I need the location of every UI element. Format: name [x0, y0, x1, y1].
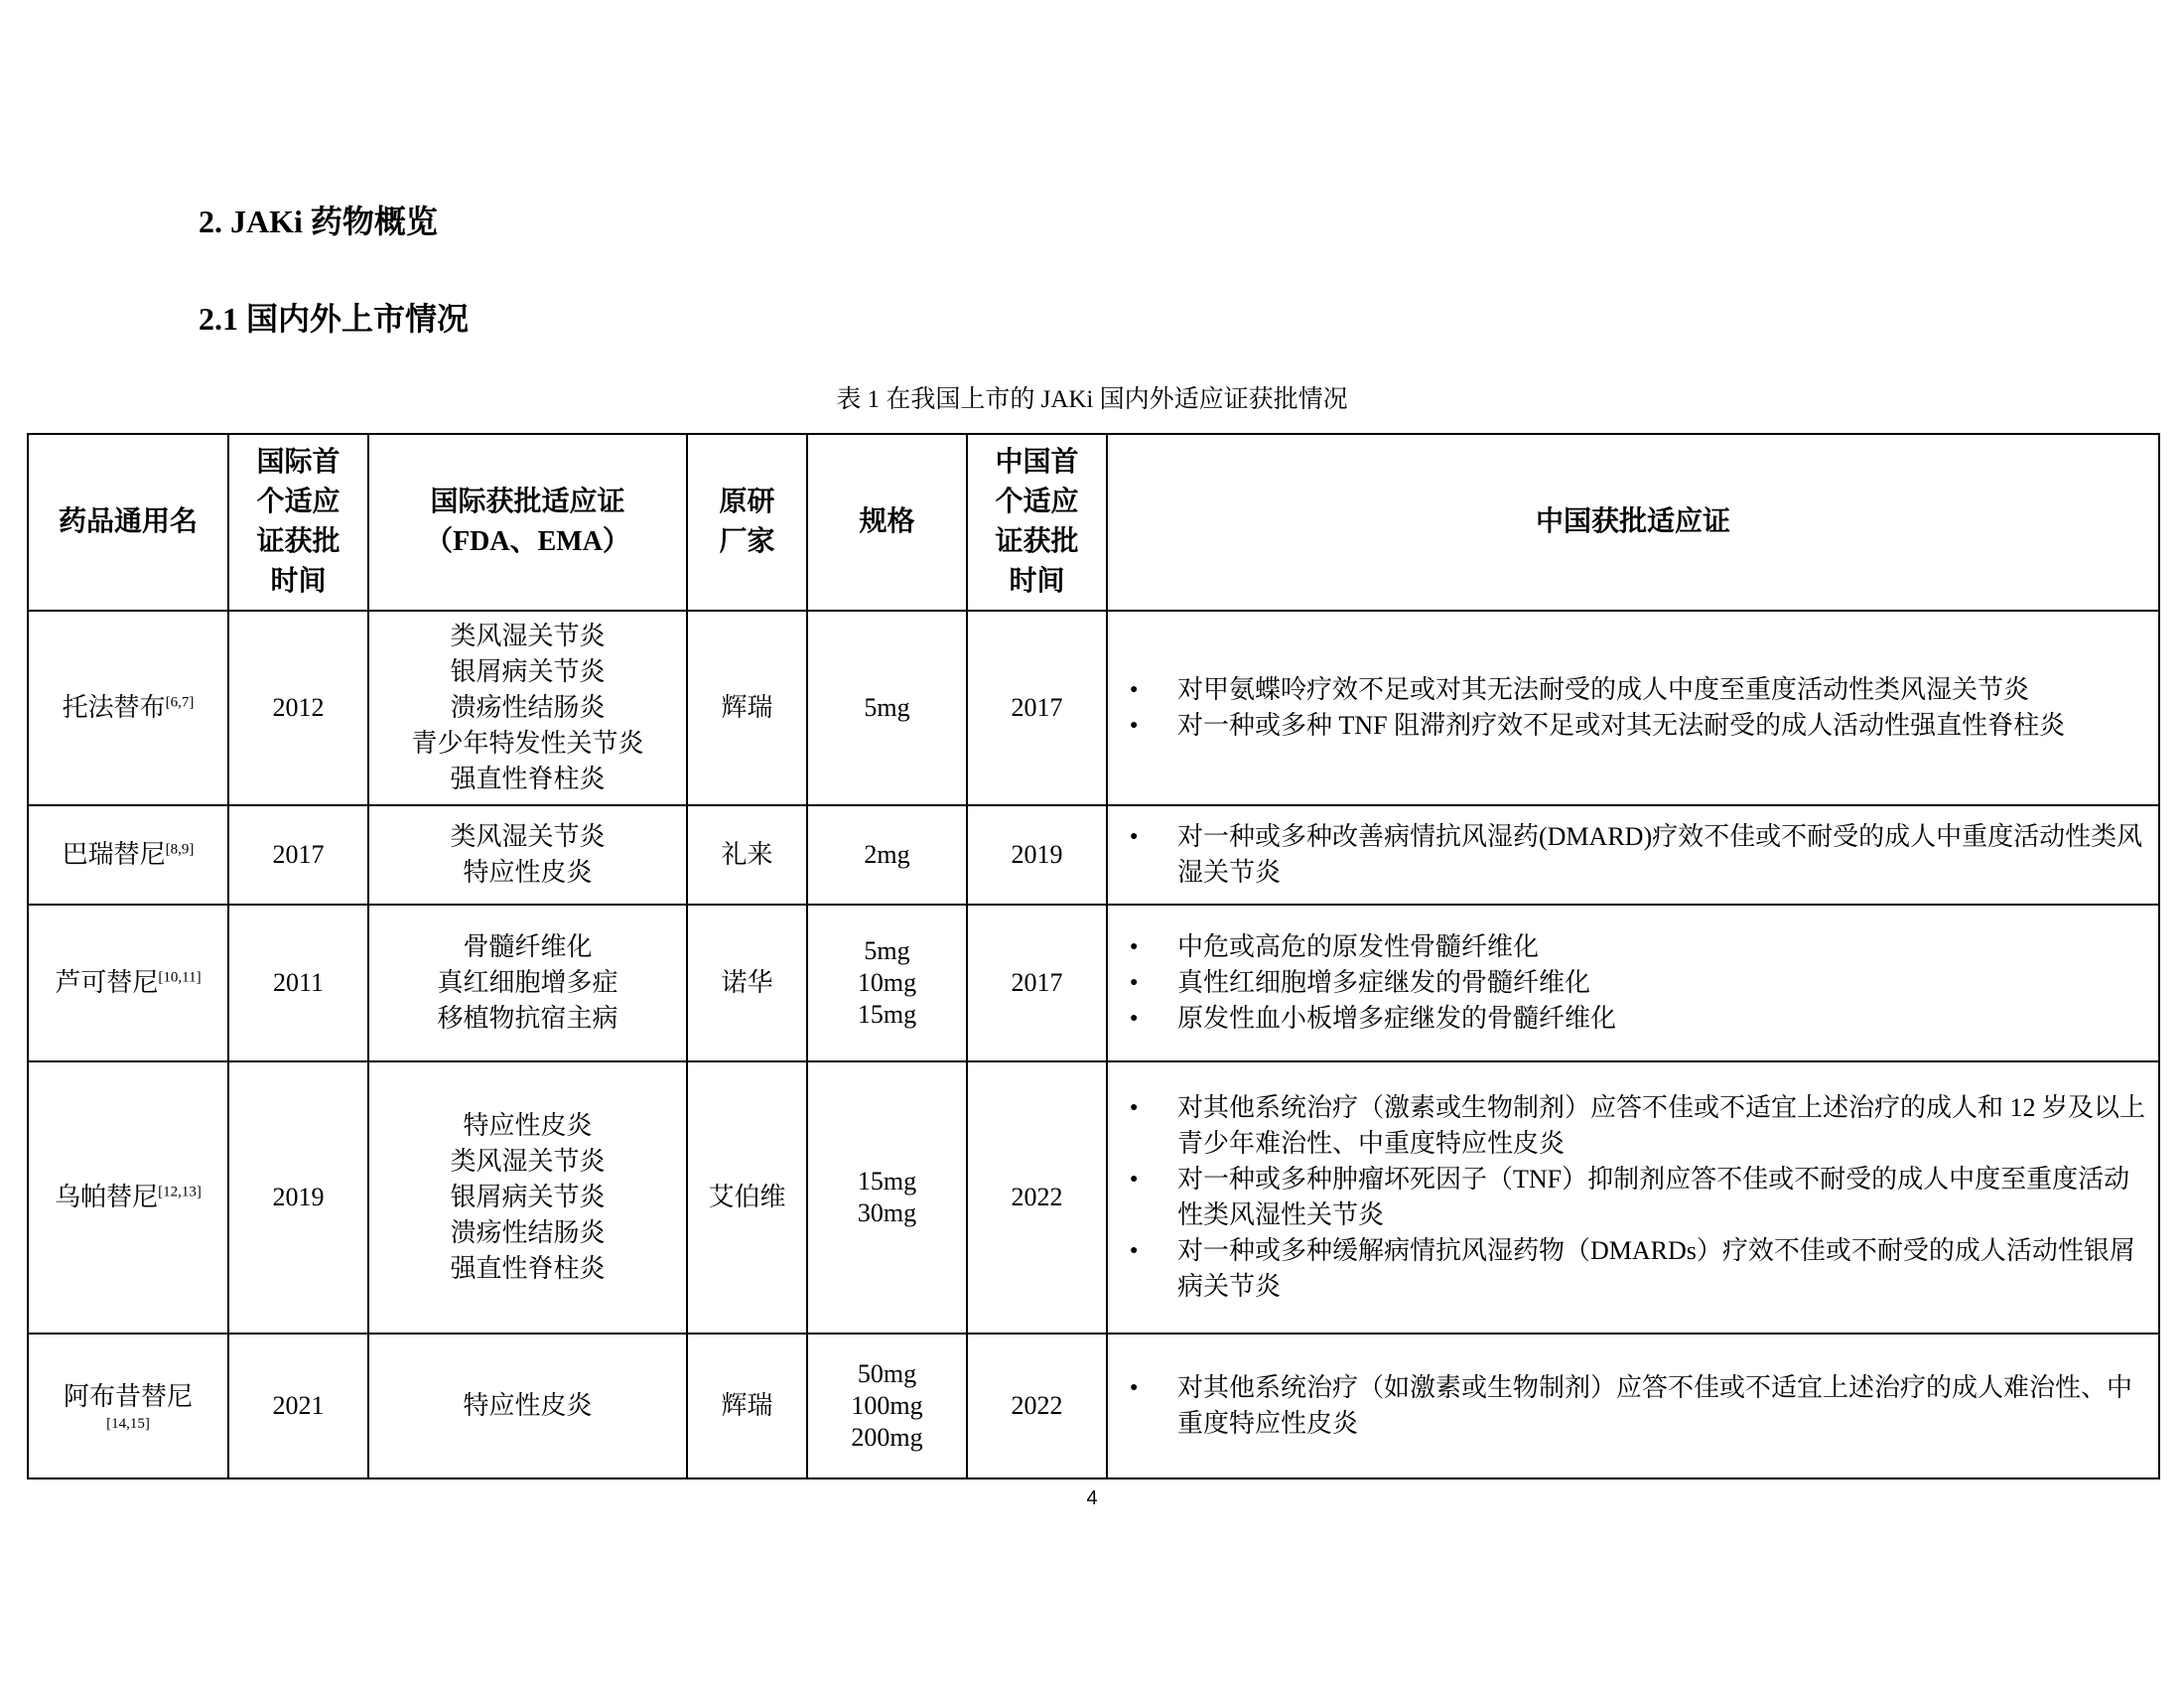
intl-indication: 类风湿关节炎	[450, 822, 606, 851]
cn-indications-list	[1114, 672, 2152, 744]
spec-cell	[807, 1061, 967, 1334]
spec-value: 50mg	[857, 1359, 917, 1388]
cn-indication-item: ● 对其他系统治疗（如激素或生物制剂）应答不佳或不适宜上述治疗的成人难治性、中重度特应性皮炎	[1114, 1370, 2152, 1442]
drug-name-cell	[28, 1334, 228, 1478]
intl-indication: 银屑病关节炎	[450, 1183, 606, 1211]
intl-indication: 强直性脊柱炎	[450, 1254, 606, 1283]
intl-indications-cell	[368, 1334, 687, 1478]
intl-indication: 类风湿关节炎	[450, 622, 606, 650]
intl-indication: 银屑病关节炎	[450, 657, 606, 686]
intl-indication: 溃疡性结肠炎	[450, 1218, 606, 1247]
drug-reference: [6,7]	[165, 694, 195, 711]
header-spec: 规格	[807, 434, 967, 611]
originator: 辉瑞	[687, 1334, 807, 1478]
originator: 礼来	[687, 805, 807, 905]
spec-value: 15mg	[857, 1167, 917, 1196]
table-caption: 表 1 在我国上市的 JAKi 国内外适应证获批情况	[836, 386, 1348, 413]
intl-indication: 类风湿关节炎	[450, 1147, 606, 1176]
spec-value: 5mg	[864, 936, 910, 965]
originator: 艾伯维	[687, 1061, 807, 1334]
spec-value: 5mg	[864, 693, 910, 722]
cn-indications-cell	[1107, 611, 2159, 805]
header-intl-indications: 国际获批适应证 （FDA、EMA）	[368, 434, 687, 611]
header-originator: 原研厂家	[687, 434, 807, 611]
intl-approval-year: 2021	[228, 1334, 368, 1478]
cn-approval-year: 2022	[967, 1334, 1107, 1478]
cn-approval-year: 2017	[967, 905, 1107, 1061]
cn-indications-list	[1114, 1370, 2152, 1442]
intl-indication: 强直性脊柱炎	[450, 765, 606, 793]
drug-reference: [12,13]	[158, 1184, 202, 1200]
drug-name: 芦可替尼	[55, 968, 159, 997]
intl-indication: 移植物抗宿主病	[437, 1004, 618, 1033]
intl-approval-year: 2012	[228, 611, 368, 805]
cn-indication-item: ● 对一种或多种改善病情抗风湿药(DMARD)疗效不佳或不耐受的成人中重度活动性类风湿关节炎	[1114, 819, 2152, 891]
table-row	[28, 1061, 2159, 1334]
intl-indication: 溃疡性结肠炎	[450, 693, 606, 722]
cn-indication-item: ● 对一种或多种肿瘤坏死因子（TNF）抑制剂应答不佳或不耐受的成人中度至重度活动性类风湿性关节炎	[1114, 1162, 2152, 1233]
intl-approval-year: 2017	[228, 805, 368, 905]
spec-value: 15mg	[857, 1000, 917, 1029]
cn-approval-year: 2022	[967, 1061, 1107, 1334]
subsection-heading: 2.1 国内外上市情况	[199, 301, 470, 337]
drug-name-cell	[28, 905, 228, 1061]
cn-indication-item: ● 对一种或多种缓解病情抗风湿药物（DMARDs）疗效不佳或不耐受的成人活动性银屑病关节炎	[1114, 1233, 2152, 1305]
spec-value: 30mg	[857, 1198, 917, 1227]
spec-cell	[807, 905, 967, 1061]
spec-cell	[807, 1334, 967, 1478]
intl-indications-cell	[368, 611, 687, 805]
cn-indications-cell	[1107, 805, 2159, 905]
header-cn-first-approval: 中国首个适应证获批时间	[967, 434, 1107, 611]
intl-indication: 真红细胞增多症	[437, 968, 618, 997]
drug-reference: [8,9]	[165, 841, 195, 858]
intl-indication: 青少年特发性关节炎	[411, 729, 644, 758]
table-body	[28, 611, 2159, 1478]
originator: 诺华	[687, 905, 807, 1061]
drug-name-cell	[28, 1061, 228, 1334]
cn-approval-year: 2019	[967, 805, 1107, 905]
cn-indications-list	[1114, 929, 2152, 1037]
cn-indications-cell	[1107, 1334, 2159, 1478]
header-intl-first-approval: 国际首个适应证获批时间	[228, 434, 368, 611]
intl-approval-year: 2019	[228, 1061, 368, 1334]
intl-indication: 特应性皮炎	[463, 1391, 593, 1420]
spec-cell	[807, 611, 967, 805]
cn-indications-cell	[1107, 905, 2159, 1061]
intl-approval-year: 2011	[228, 905, 368, 1061]
spec-cell	[807, 805, 967, 905]
intl-indications-cell	[368, 1061, 687, 1334]
drug-name-cell	[28, 805, 228, 905]
originator: 辉瑞	[687, 611, 807, 805]
header-row	[28, 434, 2159, 611]
header-drug-name: 药品通用名	[28, 434, 228, 611]
cn-approval-year: 2017	[967, 611, 1107, 805]
intl-indications-cell	[368, 805, 687, 905]
drug-name: 托法替布	[62, 693, 166, 722]
cn-indication-item: ● 原发性血小板增多症继发的骨髓纤维化	[1114, 1001, 2152, 1037]
header-cn-indications: 中国获批适应证	[1107, 434, 2159, 611]
cn-indication-item: ● 对一种或多种 TNF 阻滞剂疗效不足或对其无法耐受的成人活动性强直性脊柱炎	[1114, 708, 2152, 744]
page-number: 4	[1086, 1487, 1098, 1509]
cn-indication-item: ● 中危或高危的原发性骨髓纤维化	[1114, 929, 2152, 965]
spec-value: 10mg	[857, 968, 917, 997]
spec-value: 2mg	[864, 840, 910, 869]
table-row	[28, 611, 2159, 805]
spec-value: 200mg	[851, 1423, 923, 1452]
cn-indications-cell	[1107, 1061, 2159, 1334]
spec-value: 100mg	[851, 1391, 923, 1420]
cn-indication-item: ● 对甲氨蝶呤疗效不足或对其无法耐受的成人中度至重度活动性类风湿关节炎	[1114, 672, 2152, 708]
drug-name-cell	[28, 611, 228, 805]
cn-indications-list	[1114, 819, 2152, 891]
intl-indication: 特应性皮炎	[463, 1111, 593, 1140]
cn-indication-item: ● 真性红细胞增多症继发的骨髓纤维化	[1114, 965, 2152, 1001]
drug-reference: [14,15]	[106, 1416, 150, 1432]
drug-name: 阿布昔替尼	[63, 1382, 193, 1411]
intl-indication: 特应性皮炎	[463, 858, 593, 887]
drug-name: 乌帕替尼	[55, 1183, 159, 1211]
table-row	[28, 1334, 2159, 1478]
intl-indication: 骨髓纤维化	[463, 932, 593, 961]
jaki-approval-table	[27, 433, 2160, 1479]
drug-reference: [10,11]	[158, 969, 202, 986]
section-heading: 2. JAKi 药物概览	[199, 204, 438, 239]
table-row	[28, 805, 2159, 905]
drug-name: 巴瑞替尼	[62, 840, 166, 869]
table-row	[28, 905, 2159, 1061]
cn-indications-list	[1114, 1090, 2152, 1305]
intl-indications-cell	[368, 905, 687, 1061]
cn-indication-item: ● 对其他系统治疗（激素或生物制剂）应答不佳或不适宜上述治疗的成人和 12 岁及以上青少年难治性、中重度特应性皮炎	[1114, 1090, 2152, 1162]
